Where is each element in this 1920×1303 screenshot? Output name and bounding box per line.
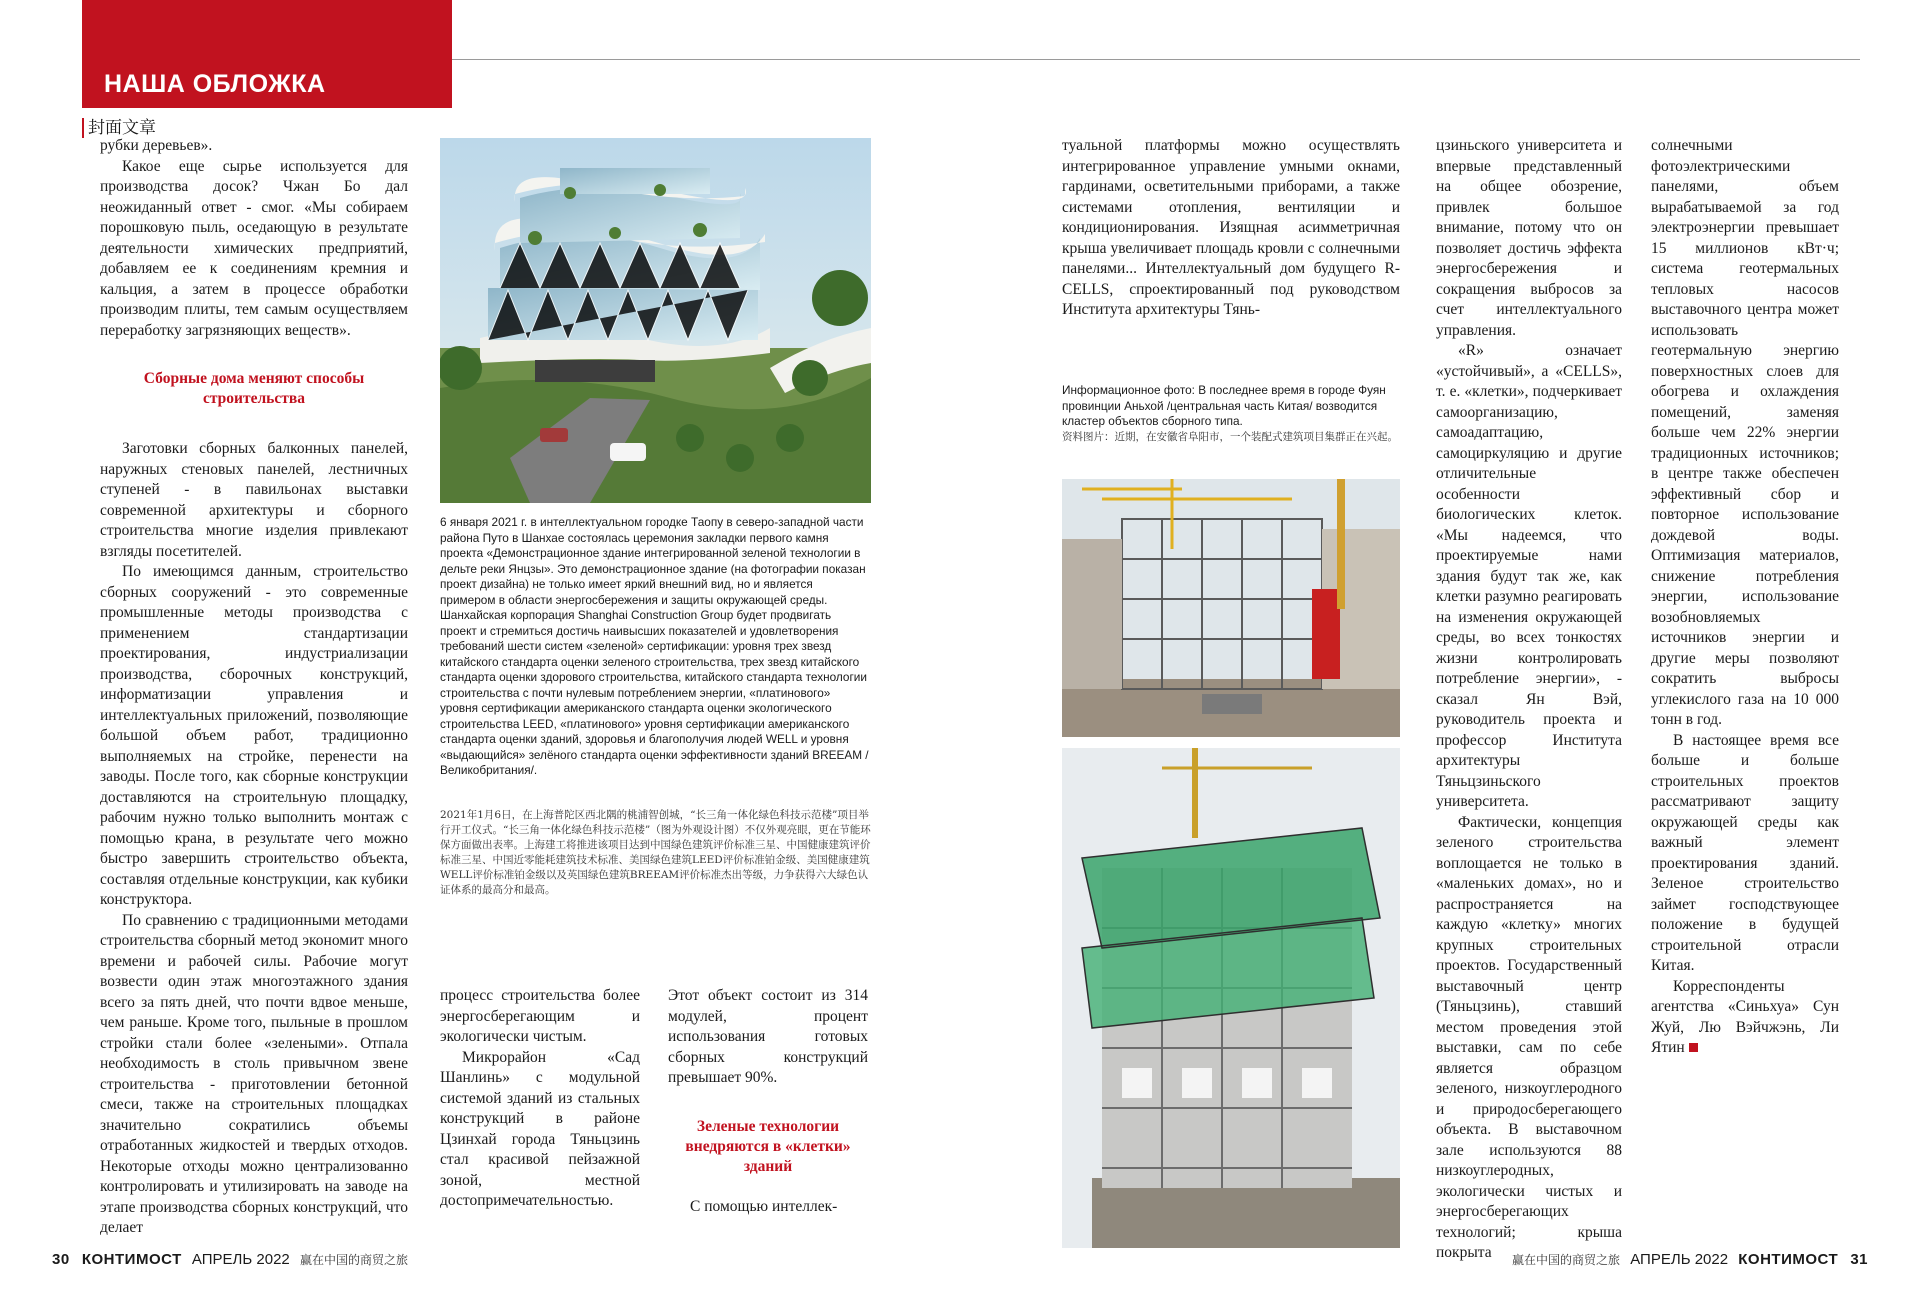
paragraph: Заготовки сборных балконных панелей, наружных стеновых панелей, лестничных ступеней - в павильонах выставки современной архитектуры и сборного строительства многие изделия привлекают взгляды посетителей.: [100, 440, 408, 560]
slogan-cn: 赢在中国的商贸之旅: [1512, 1253, 1621, 1267]
column-5-text: [1436, 136, 1622, 1264]
column-1: [100, 136, 408, 1239]
paragraph: процесс строительства более энергосберегающим и экологически чистым.: [440, 987, 640, 1045]
paragraph: Фактически, концепция зеленого строительства воплощается не только в «маленьких домах», но и распространяется на каждую «клетку» многих крупных строительных проектов. Государственный выставочный центр (Тяньцзинь), ставший местом проведения этой выставки, сам по себе является образцом зеленого, низкоуглеродного и природосберегающего объекта. В выставочном зале используются 88 низкоуглеродных, экологически чистых и энергосберегающих технологий; крыша покрыта: [1436, 813, 1622, 1261]
building-rendering-image: [440, 138, 871, 503]
column-4-text: [1062, 136, 1400, 321]
page-number: 31: [1850, 1251, 1868, 1268]
magazine-name: КОНТИМОСТ: [81, 1251, 182, 1268]
footer-right: [1512, 1251, 1868, 1268]
paragraph: солнечными фотоэлектрическими панелями, объем вырабатываемой за год электроэнергии превышает 15 миллионов кВт·ч; система геотермальных тепловых насосов выставочного центра может использовать геотермальную энергию поверхностных слоев для обогрева и охлаждения помещений, заменяя больше чем 22% энергии традиционных источников; в центре также обеспечен эффективный сбор и повторное использование дождевой воды. Оптимизация материалов, снижение потребления энергии, использование возобновляемых источников энергии и другие меры позволяют сократить выбросы углекислого газа на 10 000 тонн в год.: [1651, 137, 1839, 728]
paragraph: рубки деревьев».: [100, 137, 213, 154]
section-heading: Сборные дома меняют способы строительства: [143, 370, 365, 407]
issue-date: АПРЕЛЬ 2022: [191, 1251, 290, 1268]
byline: [1651, 977, 1839, 1059]
paragraph: Микрорайон «Сад Шанлинь» с модульной системой зданий из стальных конструкций в районе Цзинхай города Тяньцзинь стал красивой пейзажной зоной, местной достопримечательностью.: [440, 1048, 640, 1209]
paragraph: По имеющимся данным, строительство сборных сооружений - это современные промышленные методы производства с применением стандартизации проектирования, индустриализации производства, сборочных конструкций, информатизации управления и интеллектуальных приложений, позволяющие большой объем работ, традиционно выполняемых на стройке, перенести на заводы. После того, как сборные конструкции доставляются на строительную площадку, рабочим нужно только выполнить монтаж с помощью крана, в результате чего можно быстро завершить строительство объекта, составляя отдельные конструкции, как кубики конструктора.: [100, 563, 408, 908]
cover-caption-cn: 2021年1月6日，在上海普陀区西北隅的桃浦智创城，“长三角一体化绿色科技示范楼”项目举行开工仪式。“长三角一体化绿色科技示范楼”（图为外观设计图）不仅外观亮眼，更在节能环保方面做出表率。上海建工将推进该项目达到中国绿色建筑评价标准三星、中国健康建筑评价标准三星、中国近零能耗建筑技术标准、美国绿色建筑LEED评价标准铂金级、美国健康建筑WELL评价标准铂金级以及英国绿色建筑BREEAM评价标准杰出等级，力争获得六大绿色认证体系的最高分和最高。: [440, 809, 871, 896]
section-label-cn: 封面文章: [82, 118, 156, 138]
end-mark-icon: [1689, 1043, 1698, 1052]
paragraph: Этот объект состоит из 314 модулей, процент использования готовых сборных конструкций превышает 90%.: [668, 987, 868, 1086]
column-6-text: [1651, 136, 1839, 1059]
byline-text: Корреспонденты агентства «Синьхуа» Сун Жуй, Лю Вэйчжэнь, Ли Ятин: [1651, 977, 1839, 1056]
section-title: НАША ОБЛОЖКА: [104, 70, 326, 98]
issue-date: АПРЕЛЬ 2022: [1630, 1251, 1729, 1268]
section-heading: Зеленые технологии внедряются в «клетки» зданий: [685, 1117, 851, 1175]
section-banner: [82, 0, 452, 108]
paragraph: туальной платформы можно осуществлять интегрированное управление умными окнами, гардинами, осветительными приборами, а также системами отопления, вентиляции и кондиционирования. Изящная асимметричная крыша увеличивает площадь кровли с солнечными панелями... Интеллектуальный дом будущего R-CELLS, спроектированный под руководством Института архитектуры Тянь-: [1062, 137, 1400, 318]
construction-site-photo-1: [1062, 479, 1400, 737]
footer-left: [52, 1251, 408, 1268]
slogan-cn: 赢在中国的商贸之旅: [299, 1253, 408, 1267]
paragraph: По сравнению с традиционными методами строительства сборный метод экономит много времени и рабочей силы. Рабочие могут возвести один этаж многоэтажного здания всего за пять дней, что почти вдвое меньше, чем раньше. Кроме того, пыльные в прошлом стройки стали более «зелеными». Отпала необходимость в столь привычном звене строительства - приготовлении бетонной смеси, также на строительных площадках значительно сократились объемы отработанных жидкостей и твердых отходов. Некоторые отходы можно централизованно контролировать и утилизировать на заводе на этапе производства сборных конструкций, что делает: [100, 911, 408, 1236]
column-3-text: [668, 986, 868, 1217]
magazine-name: КОНТИМОСТ: [1738, 1251, 1839, 1268]
paragraph: С помощью интеллек-: [690, 1197, 838, 1215]
paragraph: цзиньского университета и впервые представленный на общее обозрение, привлек большое внимание, потому что он позволяет достичь эффекта энергосбережения и сокращения выбросов за счет интеллектуального управления.: [1436, 137, 1622, 339]
page-number: 30: [52, 1251, 70, 1268]
column-2-text: [440, 986, 640, 1212]
construction-caption-cn: 资料图片：近期，在安徽省阜阳市，一个装配式建筑项目集群正在兴起。: [1062, 431, 1398, 443]
paragraph: Какое еще сырье используется для производства досок? Чжан Бо дал неожиданный ответ - смог. «Мы собираем порошковую пыль, оседающую в результате деятельности химических предприятий, добавляем ее к соединениям кремния и кальция, а затем в процессе обработки производим плиты, тем самым осуществляем переработку загрязняющих веществ».: [100, 157, 408, 339]
construction-caption-ru: Информационное фото: В последнее время в городе Фуян провинции Аньхой /центральная часть Китая/ возводится кластер объектов сборного типа.: [1062, 383, 1386, 428]
construction-site-photo-2: [1062, 748, 1400, 1248]
top-rule: [452, 59, 1860, 60]
paragraph: В настоящее время все больше и больше строительных проектов рассматривают защиту окружающей среды как важный элемент проектирования зданий. Зеленое строительство займет господствующее положение в будущей строительной отрасли Китая.: [1651, 731, 1839, 974]
paragraph: «R» означает «устойчивый», а «CELLS», т. е. «клетки», подчеркивает самоорганизацию, самоадаптацию, самоциркуляцию и другие отличительные особенности биологических клеток. «Мы надеемся, что проектируемые нами здания будут так же, как клетки разумно реагировать на изменения окружающей среды, во всех тонкостях жизни контролировать потребление энергии», - сказал Ян Вэй, руководитель проекта и профессор Института архитектуры Тяньцзиньского университета.: [1436, 342, 1622, 810]
cover-caption-ru: 6 января 2021 г. в интеллектуальном городке Таопу в северо-западной части района Путо в Шанхае состоялась церемония закладки первого камня проекта «Демонстрационное здание интегрированной зеленой технологии в дельте реки Янцзы». Это демонстрационное здание (на фотографии показан проект дизайна) не только имеет яркий внешний вид, но и является примером в области энергосбережения и защиты окружающей среды. Шанхайская корпорация Shanghai Construction Group будет продвигать проект и стремиться достичь наивысших показателей и удовлетворения требований шести систем «зеленой» сертификации: уровня трех звезд китайского стандарта оценки зеленого строительства, трех звезд китайского стандарта оценки здорового строительства, китайского стандарта технологии строительства с почти нулевым потреблением энергии, «платинового» уровня сертификации американского стандарта оценки экологического строительства LEED, «платинового» уровня сертификации американского стандарта оценки зданий, здоровья и благополучия людей WELL и уровня «выдающийся» зелёного стандарта оценки эффективности зданий BREEAM /Великобритания/.: [440, 515, 869, 777]
